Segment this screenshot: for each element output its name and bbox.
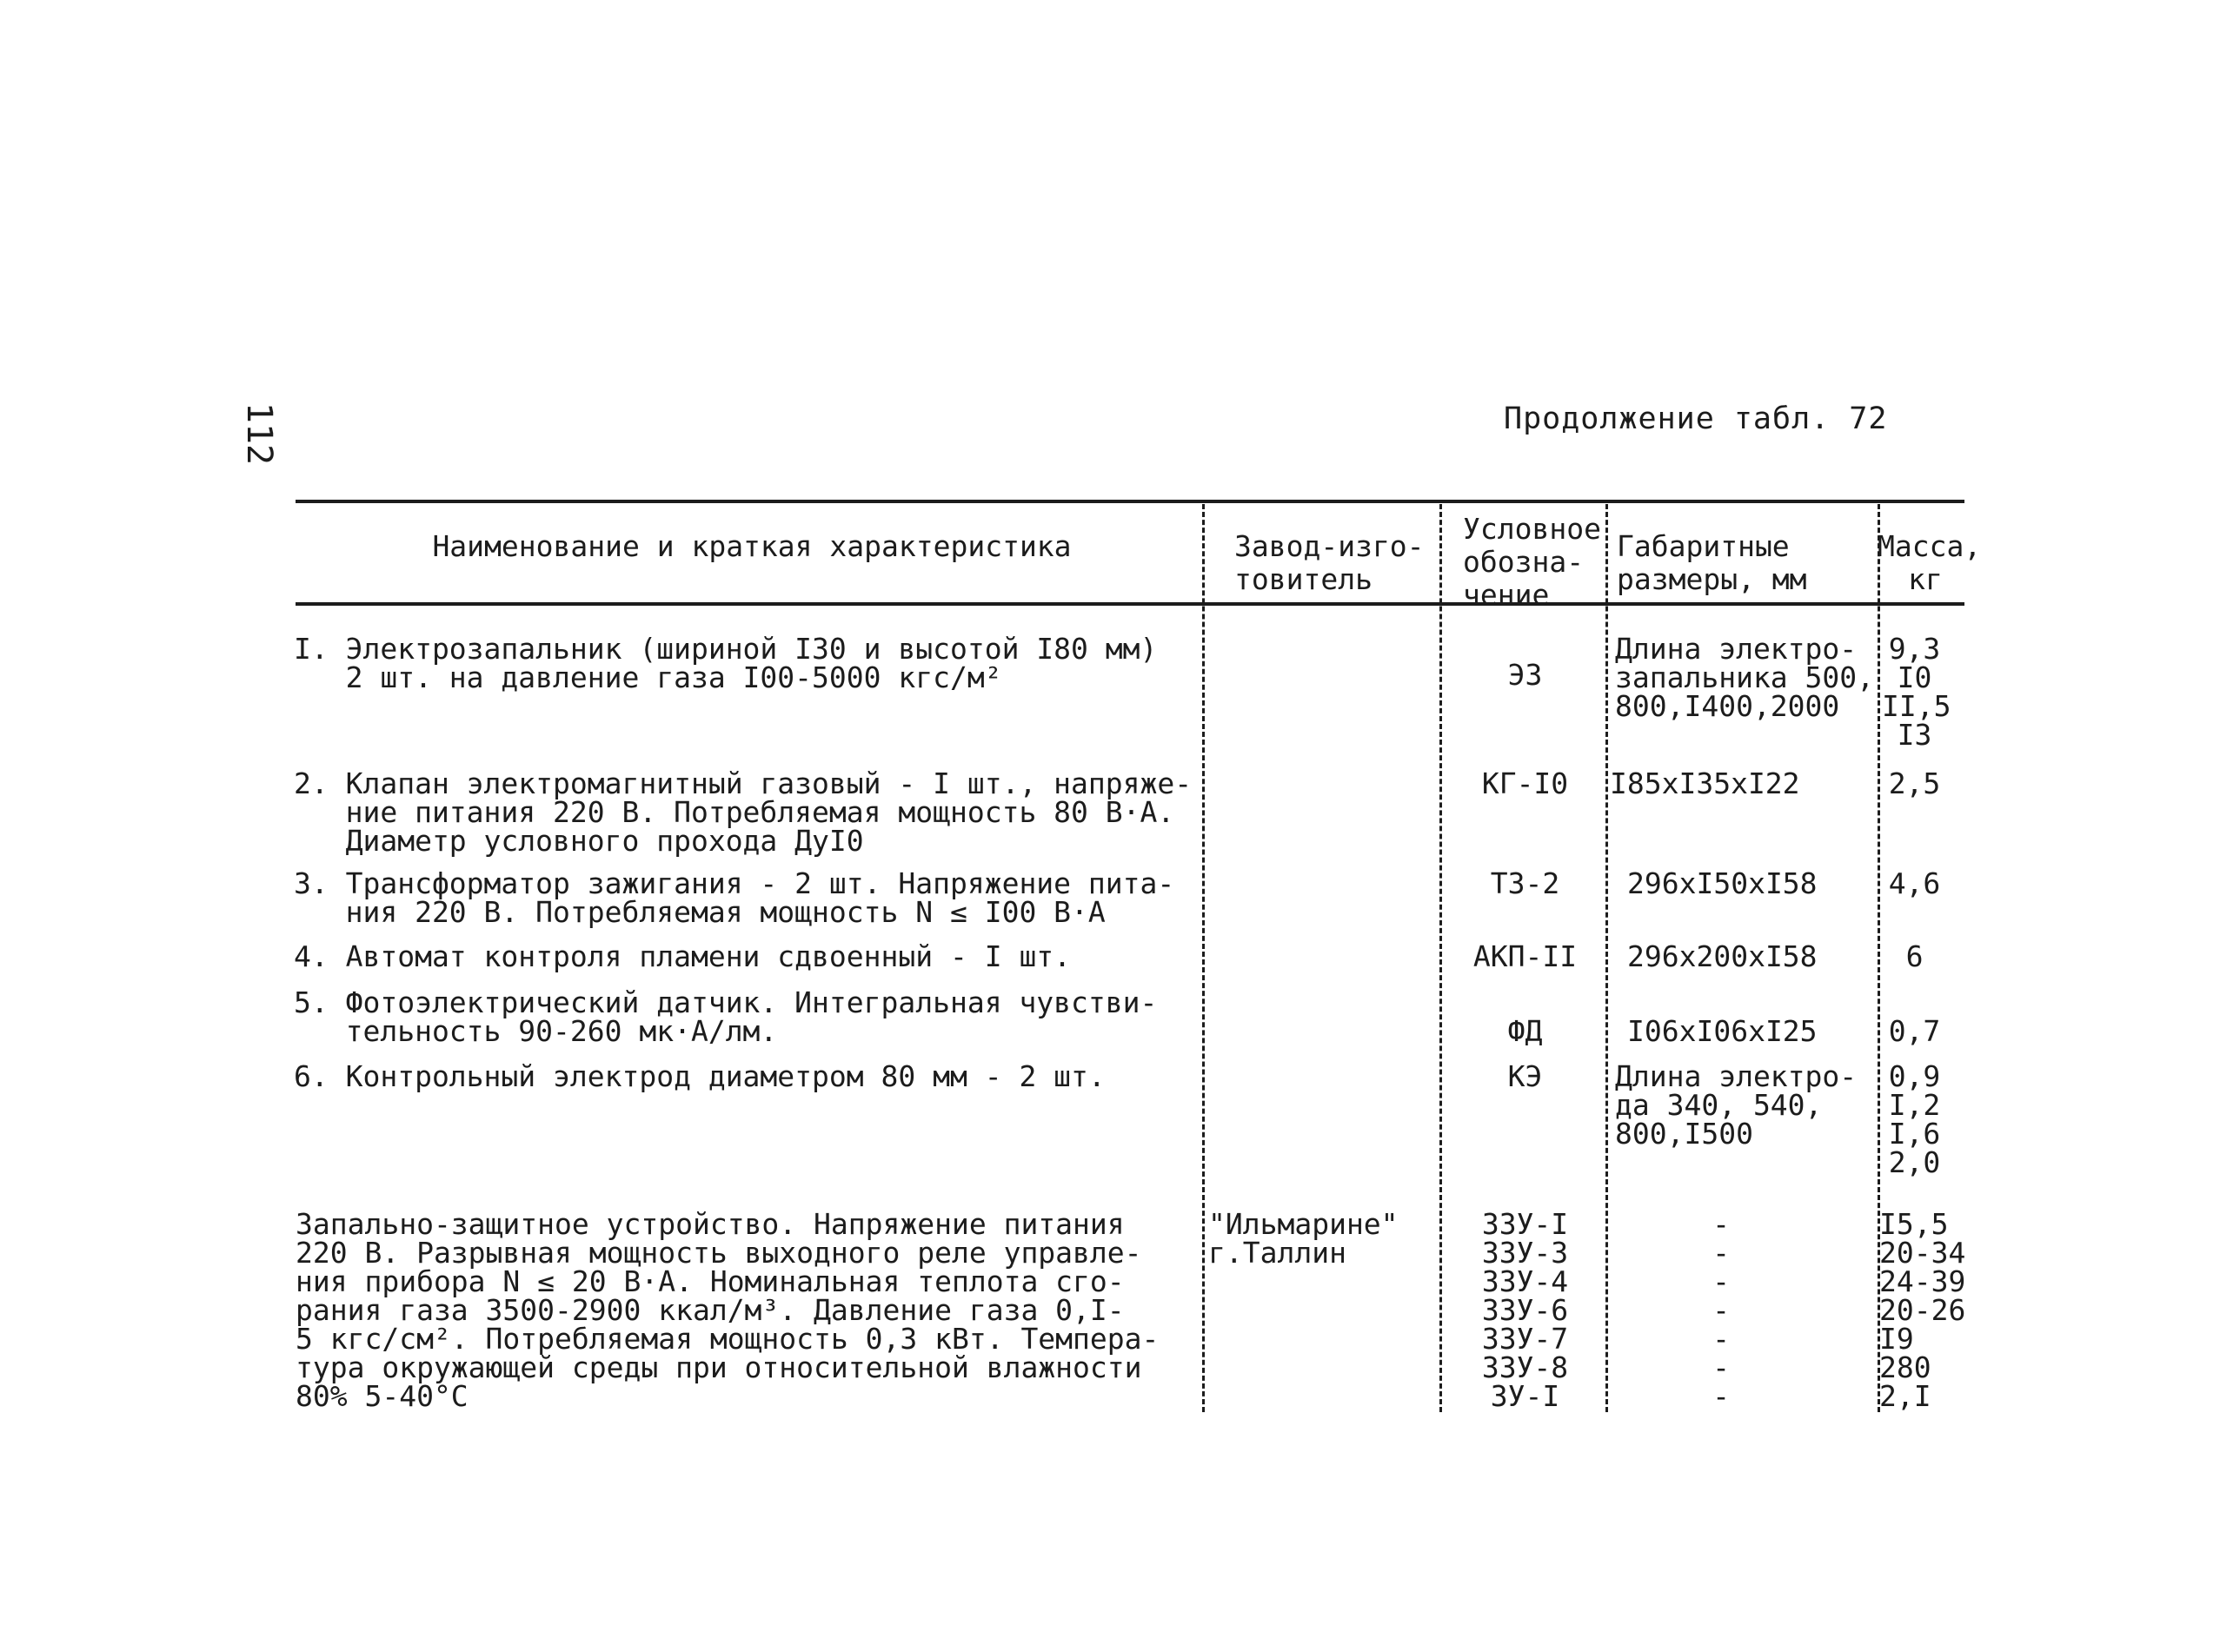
header-mass: Масса, кг bbox=[1878, 529, 1982, 596]
footer-dimensions bbox=[1704, 1207, 1738, 1413]
column-divider-3 bbox=[1605, 504, 1608, 1412]
page-number: 112 bbox=[239, 401, 280, 466]
footer-dimension-1: - bbox=[1712, 1207, 1730, 1241]
row-2-dimensions: I85xI35xI22 bbox=[1610, 766, 1800, 800]
footer-name: Запально-защитное устройство. Напряжение питания 220 В. Разрывная мощность выходного реле управле- ния прибора N ≤ 20 В·А. Номинальная теплота сго- рания газа 3500-2900 ккал/м³. Давление газа 0,I- 5 кгс/см². Потребляемая мощность 0,3 кВт. Темпера- тура окружающей среды при относительной влажности 80% 5-40°С bbox=[296, 1207, 1160, 1413]
row-5-name: 5. Фотоэлектрический датчик. Интегральная чувстви- тельность 90-260 мк·А/лм. bbox=[294, 985, 1158, 1048]
header-manufacturer: Завод-изго- товитель bbox=[1234, 529, 1425, 596]
column-divider-2 bbox=[1439, 504, 1442, 1412]
footer-dimension-7: - bbox=[1712, 1379, 1730, 1413]
row-5-mass: 0,7 bbox=[1888, 1014, 1941, 1048]
row-6-name: 6. Контрольный электрод диаметром 80 мм - 2 шт. bbox=[294, 1059, 1106, 1093]
footer-mass: I5,5 20-34 24-39 20-26 I9 280 2,I bbox=[1879, 1207, 1966, 1413]
row-3-mass: 4,6 bbox=[1888, 866, 1941, 900]
row-3-name: 3. Трансформатор зажигания - 2 шт. Напряжение пита- ния 220 В. Потребляемая мощность N ≤ I00 В·А bbox=[294, 866, 1175, 929]
footer-dimension-4: - bbox=[1712, 1293, 1730, 1327]
row-6-designation: КЭ bbox=[1507, 1059, 1543, 1093]
row-2-name: 2. Клапан электромагнитный газовый - I шт., напряже- ние питания 220 В. Потребляемая мощность 80 В·А. Диаметр условного прохода ДуI0 bbox=[294, 766, 1193, 858]
row-2-mass: 2,5 bbox=[1888, 766, 1941, 800]
table-top-rule bbox=[296, 500, 1964, 503]
footer-dimension-2: - bbox=[1712, 1236, 1730, 1270]
footer-dimension-6: - bbox=[1712, 1350, 1730, 1384]
footer-manufacturer: "Ильмарине" г.Таллин bbox=[1208, 1207, 1399, 1270]
header-dimensions: Габаритные размеры, мм bbox=[1617, 529, 1807, 596]
table-caption: Продолжение табл. 72 bbox=[1504, 401, 1888, 436]
row-4-mass: 6 bbox=[1905, 939, 1924, 973]
footer-dimension-3: - bbox=[1712, 1264, 1730, 1298]
footer-designation: ЗЗУ-I ЗЗУ-3 ЗЗУ-4 ЗЗУ-6 ЗЗУ-7 ЗЗУ-8 ЗУ-I bbox=[1481, 1207, 1569, 1413]
row-1-mass: 9,3 I0 II,5 I3 bbox=[1882, 632, 1951, 752]
row-5-dimensions: I06xI06xI25 bbox=[1627, 1014, 1818, 1048]
header-name: Наименование и краткая характеристика bbox=[432, 529, 1072, 563]
row-1-name: I. Электрозапальник (шириной I30 и высотой I80 мм) 2 шт. на давление газа I00-5000 кгс/м² bbox=[294, 632, 1158, 694]
row-6-mass: 0,9 I,2 I,6 2,0 bbox=[1888, 1059, 1941, 1179]
row-3-dimensions: 296xI50xI58 bbox=[1627, 866, 1818, 900]
row-3-designation: ТЗ-2 bbox=[1490, 866, 1560, 900]
table-header-rule bbox=[296, 602, 1964, 606]
row-4-designation: АКП-II bbox=[1472, 939, 1578, 973]
row-1-dimensions: Длина электро- запальника 500, 800,I400,2000 bbox=[1615, 632, 1875, 723]
row-4-name: 4. Автомат контроля пламени сдвоенный - I шт. bbox=[294, 939, 1072, 973]
row-6-dimensions: Длина электро- да 340, 540, 800,I500 bbox=[1615, 1059, 1858, 1151]
header-designation: Условное обозна- чение bbox=[1463, 512, 1601, 612]
row-4-dimensions: 296x200xI58 bbox=[1627, 939, 1818, 973]
column-divider-1 bbox=[1202, 504, 1205, 1412]
row-5-designation: ФД bbox=[1507, 1014, 1543, 1048]
footer-dimension-5: - bbox=[1712, 1322, 1730, 1356]
row-2-designation: КГ-I0 bbox=[1481, 766, 1569, 800]
row-1-designation: ЭЗ bbox=[1507, 658, 1543, 692]
